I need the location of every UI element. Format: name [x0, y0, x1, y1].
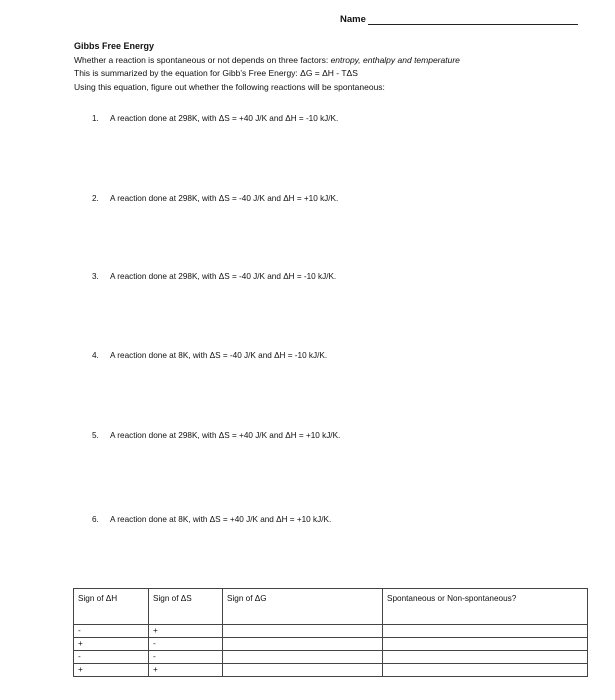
intro-section	[74, 40, 460, 94]
table-row	[74, 651, 588, 664]
cell-sign-dh: -	[74, 625, 149, 638]
cell-spontaneous[interactable]	[383, 638, 588, 651]
name-underline[interactable]	[368, 14, 578, 25]
question-number: 4.	[92, 351, 99, 360]
table-header-row	[74, 589, 588, 625]
question-item	[92, 114, 338, 123]
cell-sign-dh: +	[74, 638, 149, 651]
intro-line-1	[74, 54, 460, 68]
name-field	[340, 14, 578, 25]
cell-sign-dh: +	[74, 664, 149, 677]
cell-sign-dh: -	[74, 651, 149, 664]
cell-sign-ds: -	[149, 651, 223, 664]
cell-sign-ds: +	[149, 625, 223, 638]
table-row	[74, 664, 588, 677]
header-sign-dh: Sign of ΔH	[74, 589, 149, 625]
intro-line-2: This is summarized by the equation for Gibb’s Free Energy: ΔG = ΔH - TΔS	[74, 68, 358, 78]
question-item	[92, 194, 338, 203]
question-number: 6.	[92, 515, 99, 524]
cell-spontaneous[interactable]	[383, 651, 588, 664]
sign-table	[73, 588, 588, 677]
question-text: A reaction done at 298K, with ΔS = -40 J/K and ΔH = +10 kJ/K.	[110, 194, 339, 203]
question-text: A reaction done at 298K, with ΔS = +40 J/K and ΔH = -10 kJ/K.	[110, 114, 339, 123]
question-item	[92, 272, 336, 281]
question-text: A reaction done at 8K, with ΔS = +40 J/K and ΔH = +10 kJ/K.	[110, 515, 332, 524]
cell-sign-dg[interactable]	[223, 625, 383, 638]
cell-spontaneous[interactable]	[383, 664, 588, 677]
cell-sign-dg[interactable]	[223, 638, 383, 651]
cell-sign-ds: -	[149, 638, 223, 651]
question-number: 3.	[92, 272, 99, 281]
name-label: Name	[340, 14, 366, 25]
cell-spontaneous[interactable]	[383, 625, 588, 638]
question-text: A reaction done at 298K, with ΔS = -40 J/K and ΔH = -10 kJ/K.	[110, 272, 337, 281]
header-spontaneous: Spontaneous or Non-spontaneous?	[383, 589, 588, 625]
intro-line-1-factors: entropy, enthalpy and temperature	[330, 54, 460, 65]
worksheet-title: Gibbs Free Energy	[74, 41, 155, 51]
question-number: 1.	[92, 114, 99, 123]
header-sign-dg: Sign of ΔG	[223, 589, 383, 625]
question-number: 2.	[92, 194, 99, 203]
question-item	[92, 515, 331, 524]
intro-line-3: Using this equation, figure out whether the following reactions will be spontaneous:	[74, 81, 385, 92]
cell-sign-dg[interactable]	[223, 651, 383, 664]
question-text: A reaction done at 8K, with ΔS = -40 J/K and ΔH = -10 kJ/K.	[110, 351, 328, 360]
question-item	[92, 431, 340, 440]
table-row	[74, 638, 588, 651]
intro-line-1-text: Whether a reaction is spontaneous or not depends on three factors:	[74, 54, 331, 65]
cell-sign-dg[interactable]	[223, 664, 383, 677]
question-item	[92, 351, 327, 360]
question-text: A reaction done at 298K, with ΔS = +40 J/K and ΔH = +10 kJ/K.	[110, 431, 341, 440]
table-row	[74, 625, 588, 638]
header-sign-ds: Sign of ΔS	[149, 589, 223, 625]
question-number: 5.	[92, 431, 99, 440]
cell-sign-ds: +	[149, 664, 223, 677]
